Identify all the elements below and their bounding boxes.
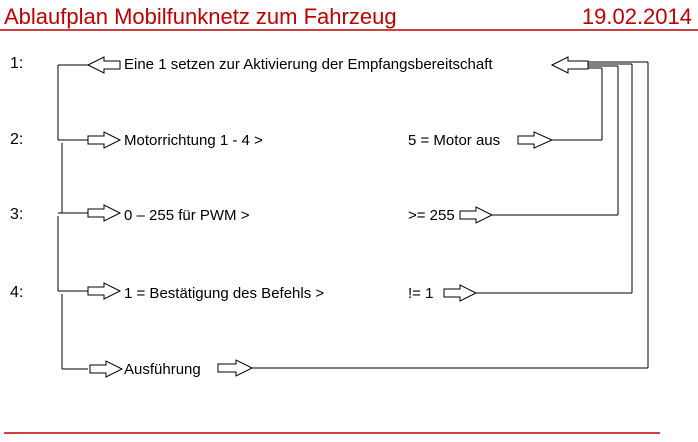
arrow-alt-step-4 — [444, 285, 476, 301]
arrow-step-4 — [88, 283, 120, 299]
step-4-text: 1 = Bestätigung des Befehls > — [124, 285, 325, 302]
diagram-date: 19.02.2014 — [581, 4, 692, 29]
arrow-final-step — [90, 361, 122, 377]
step-3-text: 0 – 255 für PWM > — [124, 207, 250, 224]
final-step-text: Ausführung — [124, 361, 201, 378]
step-4-alt-text: != 1 — [408, 285, 434, 302]
step-number-4: 4: — [10, 284, 24, 301]
step-2-text: Motorrichtung 1 - 4 > — [124, 132, 263, 149]
arrow-step-1 — [88, 57, 120, 73]
arrow-step-2 — [88, 132, 120, 148]
arrow-step-3 — [88, 205, 120, 221]
step-3-alt-text: >= 255 — [408, 207, 455, 224]
step-number-1: 1: — [10, 55, 24, 72]
arrow-alt-step-2 — [518, 132, 552, 148]
arrow-final-out — [218, 360, 252, 376]
step-number-2: 2: — [10, 131, 24, 148]
step-number-3: 3: — [10, 206, 24, 223]
arrow-return-step-1 — [552, 57, 588, 73]
diagram-title: Ablaufplan Mobilfunknetz zum Fahrzeug — [4, 4, 397, 29]
arrow-alt-step-3 — [460, 207, 492, 223]
step-1-text: Eine 1 setzen zur Aktivierung der Empfangsbereitschaft — [124, 56, 493, 73]
step-2-alt-text: 5 = Motor aus — [408, 132, 501, 149]
